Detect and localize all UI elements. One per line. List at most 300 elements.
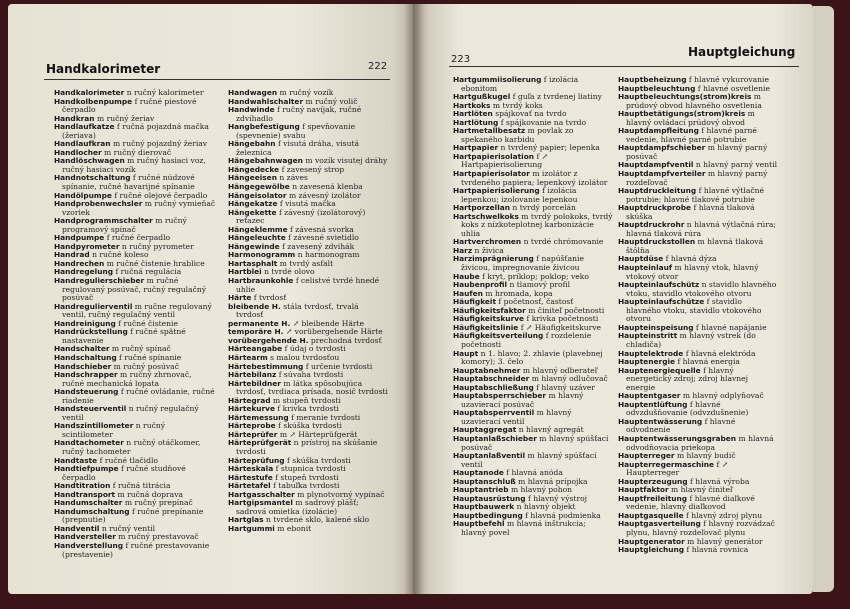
- dictionary-entry: [54, 217, 216, 234]
- entry-headword: Hauptanode: [453, 468, 504, 478]
- dictionary-entry: [54, 465, 216, 482]
- entry-translation: n ručný regulačný ventil: [62, 404, 199, 422]
- entry-headword: Häufigkeitskurve: [453, 314, 525, 324]
- entry-translation: n zavesená klenba: [289, 182, 363, 192]
- dictionary-entry: [618, 187, 778, 204]
- entry-translation: f zavesený zdvihák: [279, 241, 355, 251]
- entry-translation: m ↗ Härteprüfgerät: [277, 429, 358, 439]
- entry-translation: m hlavný vstrek (do chladiča): [626, 331, 756, 349]
- book-gutter: [404, 4, 424, 594]
- dictionary-entry: [618, 461, 778, 478]
- entry-translation: f súvaha tvrdosti: [276, 370, 344, 380]
- entry-translation: f kryt, príklop; poklop; veko: [479, 271, 589, 281]
- entry-headword: Hauptdampfleitung: [618, 126, 699, 136]
- entry-headword: Hartglas: [228, 515, 264, 525]
- right-column-2: [618, 76, 778, 555]
- entry-headword: Handwagen: [228, 88, 278, 97]
- entry-translation: m stupeň tvrdosti: [270, 395, 341, 405]
- entry-headword: Hartlötung: [453, 117, 499, 127]
- entry-translation: f izolácia ebonitom: [461, 75, 579, 93]
- entry-headword: Hartbraunkohle: [228, 276, 294, 286]
- entry-headword: Hauptbedingung: [453, 510, 523, 520]
- dictionary-entry: [54, 157, 216, 174]
- entry-headword: Hauptdruckprobe: [618, 203, 692, 213]
- entry-translation: ↗ vorübergehende Härte: [283, 327, 383, 337]
- entry-headword: Hartgußkugel: [453, 92, 511, 102]
- entry-headword: Hauptdüse: [618, 254, 664, 264]
- dictionary-entry: [228, 106, 388, 123]
- entry-translation: f ručné spínanie: [116, 352, 182, 362]
- entry-translation: f závesná svorka: [287, 224, 354, 234]
- entry-translation: m sadrový plášť; sadrová omietka (izolácie): [236, 498, 359, 516]
- entry-headword: Hauptbefehl: [453, 519, 505, 529]
- entry-translation: f meranie tvrdosti: [288, 412, 361, 422]
- dictionary-entry: [228, 439, 388, 456]
- entry-headword: Handschieber: [54, 361, 112, 371]
- entry-headword: Handlöschwagen: [54, 156, 125, 166]
- entry-translation: m ručný prestavovač: [115, 532, 199, 542]
- entry-headword: Härte: [228, 293, 252, 303]
- entry-headword: Hängeisolator: [228, 190, 287, 200]
- entry-translation: f ručné tlačidlo: [97, 455, 158, 465]
- entry-headword: Handkalorimeter: [54, 88, 125, 97]
- entry-headword: Hängedecke: [228, 164, 280, 174]
- entry-translation: f ručné piestové čerpadlo: [62, 96, 197, 115]
- entry-headword: Hauptfaktor: [618, 485, 669, 495]
- entry-translation: n živica: [472, 245, 504, 255]
- entry-translation: f ↗ Häufigkeitskurve: [518, 322, 602, 332]
- dictionary-entry: [618, 332, 778, 349]
- open-book: [8, 4, 834, 602]
- entry-translation: m ručný spínač: [109, 344, 171, 354]
- entry-headword: temporäre H.: [228, 327, 284, 337]
- entry-translation: n tvrdené sklo, kalené sklo: [263, 515, 370, 525]
- entry-headword: Haupteinlaufschütz: [618, 280, 700, 290]
- entry-translation: n ručný scintilometer: [62, 421, 166, 439]
- left-header-rule: [44, 79, 390, 80]
- dictionary-entry: [228, 499, 388, 516]
- entry-translation: m hlavná tlaková štôlňa: [626, 237, 764, 255]
- entry-headword: Härteprüfung: [228, 455, 285, 465]
- entry-translation: f hlavné diaľkové vedenie, hlavný diaľkovod: [626, 493, 755, 512]
- entry-headword: Handregulierventil: [54, 301, 133, 311]
- entry-headword: Hauptgasverteilung: [618, 519, 701, 529]
- dictionary-entry: [453, 170, 613, 187]
- entry-translation: n 1. hlavo; 2. zhlavie (plavebnej komory); 3. čelo: [461, 348, 603, 367]
- entry-headword: Hängewinde: [228, 241, 280, 251]
- entry-headword: Handtitration: [54, 481, 111, 491]
- entry-translation: n ručný kalorimeter: [124, 88, 204, 97]
- entry-translation: f hlavné odvodnenie: [626, 416, 736, 435]
- entry-headword: Härteangabe: [228, 344, 283, 354]
- entry-translation: f závesný (izolátorový) reťazec: [236, 207, 366, 226]
- entry-headword: Hauptgleichung: [618, 545, 685, 555]
- entry-translation: m izolátor z tvrdeného papiera; lepenkový izolátor: [461, 169, 608, 187]
- entry-headword: Hauptausrüstung: [453, 493, 526, 503]
- entry-headword: Haupteinlaufschütze: [618, 297, 705, 307]
- entry-translation: f ručná pojazdná mačka (žeriava): [62, 122, 209, 140]
- entry-translation: m hlavný odberateľ: [520, 365, 598, 375]
- entry-translation: n tvrdený papier; lepenka: [498, 143, 600, 153]
- dictionary-entry: [54, 277, 216, 303]
- entry-headword: Handtiefpumpe: [54, 464, 119, 474]
- dictionary-entry: [54, 123, 216, 140]
- dictionary-entry: [228, 277, 388, 294]
- entry-translation: f hlavná elektróda: [683, 348, 756, 358]
- entry-translation: m ebonit: [274, 523, 312, 533]
- entry-headword: Handwinde: [228, 105, 275, 115]
- dictionary-entry: [453, 452, 613, 469]
- entry-translation: f rozdelenie početnosti: [461, 331, 592, 349]
- entry-translation: n ručný pyrometer: [119, 241, 194, 251]
- entry-headword: Handkolbenpumpe: [54, 96, 133, 106]
- entry-headword: Hauptentwässerung: [618, 416, 703, 426]
- entry-translation: n stavidlo hlavného vtoku, stavidlo vtokového otvoru: [626, 280, 777, 298]
- entry-headword: Harzimprägnierung: [453, 254, 534, 264]
- entry-translation: n prístroj na skúšanie tvrdosti: [236, 438, 378, 456]
- dictionary-entry: [618, 170, 778, 187]
- entry-translation: n ručný ventil: [99, 523, 156, 533]
- entry-headword: Hartgipsmantel: [228, 498, 293, 508]
- entry-headword: Hauptaggregat: [453, 425, 517, 435]
- dictionary-entry: [228, 380, 388, 397]
- entry-headword: Handszintillometer: [54, 421, 134, 431]
- dictionary-entry: [228, 140, 388, 157]
- entry-headword: Handversteller: [54, 532, 116, 542]
- entry-headword: Hauptabnehmer: [453, 365, 521, 375]
- entry-translation: n hlavný parný ventil: [693, 160, 778, 170]
- entry-translation: f ↗ Hartpapierisolierung: [461, 151, 549, 170]
- entry-translation: f hlavná dýza: [663, 254, 717, 264]
- dictionary-entry: [453, 213, 613, 239]
- entry-translation: f hlavná rovnica: [684, 545, 749, 555]
- entry-translation: f guľa z tvrdenej liatiny: [510, 92, 602, 102]
- dictionary-entry: [54, 328, 216, 345]
- entry-translation: f tvrdosť: [251, 293, 287, 303]
- entry-headword: Härtetafel: [228, 481, 271, 491]
- dictionary-entry: [618, 127, 778, 144]
- entry-headword: Hauptabsperrschieber: [453, 391, 547, 401]
- dictionary-entry: [618, 264, 778, 281]
- entry-headword: Haupterzeugung: [618, 476, 688, 486]
- dictionary-entry: [618, 281, 778, 298]
- entry-translation: f izolácia lepenkou; izolovanie lepenkou: [461, 186, 578, 204]
- entry-headword: Hauptenergie: [618, 357, 676, 367]
- dictionary-entry: [618, 93, 778, 110]
- entry-translation: f krivka tvrdosti: [275, 404, 339, 414]
- entry-headword: Hauptabschneider: [453, 374, 530, 384]
- dictionary-entry: [54, 303, 216, 320]
- entry-translation: n hlavná výtlačná rúra; hlavná tlaková rúra: [626, 220, 776, 238]
- dictionary-entry: [618, 520, 778, 537]
- entry-translation: m povlak zo spekaného karbidu: [461, 126, 574, 144]
- entry-translation: f spevňovanie (spevnenie) svahu: [236, 122, 356, 140]
- dictionary-entry: [453, 76, 613, 93]
- entry-translation: spájkovať na tvrdo: [492, 109, 567, 119]
- dictionary-entry: [618, 144, 778, 161]
- entry-translation: m hlavná odvodňovacia priekopa: [626, 433, 774, 452]
- entry-headword: Hauptanlaßschieber: [453, 433, 537, 443]
- entry-headword: Handrückstellung: [54, 327, 128, 337]
- entry-translation: f krivka početnosti: [524, 314, 599, 324]
- dictionary-entry: [618, 495, 778, 512]
- entry-translation: m ručná doprava: [115, 489, 184, 499]
- entry-translation: f tabuľka tvrdosti: [270, 481, 340, 491]
- entry-headword: Hauptbauwerk: [453, 502, 515, 512]
- dictionary-entry: [54, 422, 216, 439]
- entry-headword: bleibende H.: [228, 301, 281, 311]
- entry-translation: f celistvé tvrdé hnedé uhlie: [236, 276, 380, 294]
- entry-translation: n tlamový profil: [507, 280, 571, 290]
- entry-headword: Hängekatze: [228, 199, 278, 209]
- entry-headword: Handschalter: [54, 344, 110, 354]
- entry-translation: m prúdový obvod hlavného osvetlenia: [626, 92, 762, 110]
- dictionary-entry: [228, 303, 388, 320]
- dictionary-entry: [453, 332, 613, 349]
- entry-translation: f napúšťanie živicou, impregnovanie živicou: [461, 254, 584, 273]
- entry-headword: Handschaltung: [54, 352, 117, 362]
- entry-translation: m hlavná prípojka: [515, 476, 588, 486]
- entry-translation: f ručné olejové čerpadlo: [111, 190, 208, 200]
- entry-translation: f hlavný výstroj: [525, 493, 588, 503]
- entry-headword: Härteprobe: [228, 421, 276, 431]
- dictionary-entry: [618, 110, 778, 127]
- entry-translation: m plynotvorný vypínač: [294, 489, 385, 499]
- entry-translation: prechodná tvrdosť: [308, 335, 382, 345]
- entry-translation: f hlavné napájanie: [693, 322, 767, 332]
- entry-headword: Handpyrometer: [54, 241, 120, 251]
- entry-headword: Hauptantrieb: [453, 485, 509, 495]
- entry-translation: m ručný volič: [303, 96, 358, 106]
- entry-headword: Hauptentlüftung: [618, 399, 688, 409]
- right-page: [413, 4, 813, 594]
- entry-translation: f hlavné vykurovanie: [686, 75, 769, 84]
- entry-headword: Hartpapierisolation: [453, 151, 535, 161]
- entry-translation: n ručné koleso: [89, 250, 149, 260]
- entry-translation: m ručný zhrnovač, ručné mechanická lopata: [62, 370, 192, 388]
- entry-translation: f stupeň tvrdosti: [272, 472, 339, 482]
- entry-translation: m látka spôsobujúca tvrdosť, tvrdiaca prísada, nosič tvrdosti: [236, 378, 388, 397]
- entry-translation: m ručný vymieňač vzoriek: [62, 199, 216, 217]
- entry-translation: f ↗ Haupterreger: [626, 459, 729, 478]
- entry-translation: m ručný pojazdný žeriav: [110, 139, 208, 149]
- entry-translation: n tvrdé chrómovanie: [521, 237, 604, 247]
- entry-translation: m hlavný generátor: [684, 536, 763, 546]
- entry-translation: f hlavný energetický zdroj; zdroj hlavnej energie: [626, 365, 749, 392]
- entry-headword: Härtebestimmung: [228, 361, 304, 371]
- dictionary-entry: [228, 525, 388, 534]
- entry-translation: m ručný prepínač: [122, 498, 193, 508]
- entry-headword: Handnotschaltung: [54, 173, 131, 183]
- dictionary-entry: [453, 435, 613, 452]
- entry-translation: m hlavný uzavierací ventil: [461, 408, 572, 426]
- dictionary-entry: [453, 392, 613, 409]
- entry-translation: f hlavné osvetlenie: [695, 83, 770, 93]
- left-column-1: [54, 89, 216, 559]
- entry-translation: f zavesený strop: [279, 164, 345, 174]
- dictionary-entry: [618, 435, 778, 452]
- entry-headword: Häufigkeitslinie: [453, 322, 519, 332]
- dictionary-entry: [618, 401, 778, 418]
- entry-translation: m ručne regulovaný ventil, ručný regulačný ventil: [62, 301, 212, 320]
- entry-headword: Hängebahnwagen: [228, 156, 303, 166]
- entry-headword: Handprobenwechsler: [54, 199, 143, 209]
- entry-translation: n tvrdé olovo: [261, 267, 315, 277]
- entry-translation: f ručná regulácia: [113, 267, 182, 277]
- entry-translation: m ručný programový spínač: [62, 216, 187, 234]
- entry-translation: f hlavná anóda: [503, 468, 563, 478]
- entry-translation: n hlavný objekt: [514, 502, 576, 512]
- entry-translation: f hlavné odvzdušňovanie (odvzdušnenie): [626, 399, 749, 418]
- dictionary-entry: [228, 123, 388, 140]
- entry-headword: Handrechen: [54, 258, 105, 268]
- entry-translation: n hlavný agregát: [516, 425, 584, 435]
- entry-translation: m hlavný odlučovač: [529, 374, 608, 384]
- entry-headword: Hauptenergiequelle: [618, 365, 701, 375]
- entry-translation: m činiteľ početnosti: [525, 305, 605, 315]
- entry-translation: m ručný hasiaci voz, ručný hasiaci vozík: [62, 156, 206, 174]
- entry-translation: f hlavná výroba: [687, 476, 750, 486]
- entry-translation: m hlavný spúšťací posúvač: [461, 433, 609, 452]
- entry-translation: m ručné čistenie hrablice: [104, 258, 205, 268]
- entry-translation: m ručný posúvač: [111, 361, 179, 371]
- entry-translation: m hlavný ovládací prúdový obvod: [626, 109, 755, 127]
- entry-headword: Harmonogramm: [228, 250, 296, 260]
- entry-headword: Haupteinspeisung: [618, 322, 694, 332]
- entry-headword: Hauptgenerator: [618, 536, 685, 546]
- entry-headword: Handlaufkatze: [54, 122, 115, 132]
- entry-translation: f hlavná podmienka: [522, 510, 601, 520]
- entry-headword: permanente H.: [228, 318, 291, 328]
- entry-headword: Hauptbeleuchtung: [618, 83, 696, 93]
- entry-headword: Hängeleuchte: [228, 233, 286, 243]
- entry-translation: f stupnica tvrdosti: [273, 464, 346, 474]
- left-column-2: [228, 89, 388, 533]
- entry-translation: f ručné ovládanie, ručné riadenie: [62, 387, 215, 405]
- entry-headword: Hauptdampfverteiler: [618, 169, 706, 179]
- entry-headword: Handölpumpe: [54, 190, 112, 200]
- entry-headword: Haupt: [453, 348, 479, 358]
- entry-headword: Härteprüfgerät: [228, 438, 292, 448]
- entry-translation: f ručné prestavovanie (prestavenie): [62, 540, 210, 559]
- entry-translation: f visutá mačka: [277, 199, 336, 209]
- dictionary-entry: [453, 127, 613, 144]
- entry-headword: Hangbefestigung: [228, 122, 300, 132]
- entry-translation: m hlavný uzavierací posúvač: [461, 391, 584, 409]
- entry-translation: f hlavný uzáver: [533, 382, 595, 392]
- entry-headword: Hartgummiisolierung: [453, 75, 542, 84]
- entry-translation: ↗ bleibende Härte: [290, 318, 365, 328]
- entry-translation: f skúška tvrdosti: [275, 421, 342, 431]
- entry-headword: Hauptdampfventil: [618, 160, 694, 170]
- entry-translation: m hlavný budič: [674, 451, 736, 461]
- entry-headword: Hängebahn: [228, 139, 276, 149]
- entry-translation: n tvrdý porcelán: [510, 203, 576, 213]
- entry-headword: Hauptgasquelle: [618, 510, 684, 520]
- entry-headword: Hartgummi: [228, 523, 275, 533]
- entry-headword: Handkran: [54, 113, 95, 123]
- entry-headword: Hartporzellan: [453, 203, 510, 213]
- entry-translation: f ručné prepínanie (prepnutie): [62, 506, 204, 525]
- dictionary-entry: [54, 439, 216, 456]
- entry-translation: f hlavná energia: [675, 357, 740, 367]
- entry-headword: Handrad: [54, 250, 90, 260]
- entry-translation: f skúška tvrdosti: [284, 455, 351, 465]
- entry-headword: Hauptdruckrohr: [618, 220, 685, 230]
- entry-headword: Hauptdampfschieber: [618, 143, 706, 153]
- entry-translation: n harmonogram: [295, 250, 360, 260]
- entry-headword: Haupterreger: [618, 451, 675, 461]
- entry-headword: Häufigkeitsfaktor: [453, 305, 526, 315]
- entry-headword: Handsteuerung: [54, 387, 119, 397]
- entry-headword: Handumschalter: [54, 498, 123, 508]
- dictionary-entry: [54, 371, 216, 388]
- entry-headword: Häufigkeit: [453, 297, 496, 307]
- entry-headword: Härtearm: [228, 352, 268, 362]
- entry-translation: m hlavná inštrukcia; hlavný povel: [461, 519, 586, 537]
- entry-headword: Härtekurve: [228, 404, 276, 414]
- entry-headword: Hauptdruckleitung: [618, 186, 697, 196]
- entry-headword: Haupteinstritt: [618, 331, 678, 341]
- entry-translation: m vozík visutej dráhy: [302, 156, 388, 166]
- entry-headword: Haufen: [453, 288, 483, 298]
- left-page: [8, 4, 413, 594]
- entry-headword: Hartmetallbesatz: [453, 126, 526, 136]
- entry-translation: f hlavná tlaková skúška: [626, 203, 755, 221]
- entry-translation: f ručný navíjak, ručné zdvíhadlo: [236, 105, 362, 123]
- entry-headword: Hartverchromen: [453, 237, 522, 247]
- left-page-number: 222: [368, 61, 388, 72]
- dictionary-entry: [228, 209, 388, 226]
- entry-translation: s malou tvrdosťou: [267, 352, 340, 362]
- entry-headword: Haupteinlauf: [618, 263, 673, 273]
- entry-headword: Hauptanschluß: [453, 476, 516, 486]
- dictionary-entry: [618, 418, 778, 435]
- dictionary-entry: [453, 187, 613, 204]
- dictionary-entry: [54, 405, 216, 422]
- entry-headword: Härteprüfer: [228, 429, 278, 439]
- entry-headword: Härtebilanz: [228, 370, 277, 380]
- dictionary-entry: [453, 350, 613, 367]
- entry-translation: f hlavný zdroj plynu: [683, 510, 763, 520]
- entry-headword: Handlocher: [54, 147, 102, 157]
- entry-translation: m ručný dierovač: [101, 147, 172, 157]
- entry-headword: Hauptdruckstollen: [618, 237, 696, 247]
- entry-translation: m tvrdý koks: [490, 100, 543, 110]
- entry-translation: m ručný vozík: [277, 88, 334, 97]
- entry-headword: Handsteuerventil: [54, 404, 127, 414]
- entry-translation: f ručné núdzové spínanie, ručné havarijné spínanie: [62, 173, 195, 192]
- entry-headword: Härtestufe: [228, 472, 273, 482]
- entry-translation: n ručný otáčkomer, ručný tachometer: [62, 438, 201, 456]
- entry-translation: m ručné regulovaný posúvač, ručný regulačný posúvač: [62, 276, 207, 303]
- entry-translation: f ručné čistenie: [115, 318, 178, 328]
- entry-headword: Hartkoks: [453, 100, 491, 110]
- entry-headword: Härtegrad: [228, 395, 271, 405]
- entry-headword: Hauptelektrode: [618, 348, 684, 358]
- dictionary-entry: [618, 221, 778, 238]
- entry-headword: Härtebildner: [228, 378, 281, 388]
- entry-headword: Handtransport: [54, 489, 116, 499]
- entry-translation: f hlavné parné vedenie, hlavné parné potrubie: [626, 126, 757, 144]
- entry-translation: f spájkovanie na tvrdo: [498, 117, 587, 127]
- entry-headword: Hauptabsperrventil: [453, 408, 535, 418]
- entry-headword: vorübergehende H.: [228, 335, 309, 345]
- entry-headword: Hartpapier: [453, 143, 499, 153]
- entry-headword: Hängeeisen: [228, 173, 277, 183]
- entry-translation: f ručné studňové čerpadlo: [62, 464, 186, 482]
- page-edges: [813, 6, 834, 592]
